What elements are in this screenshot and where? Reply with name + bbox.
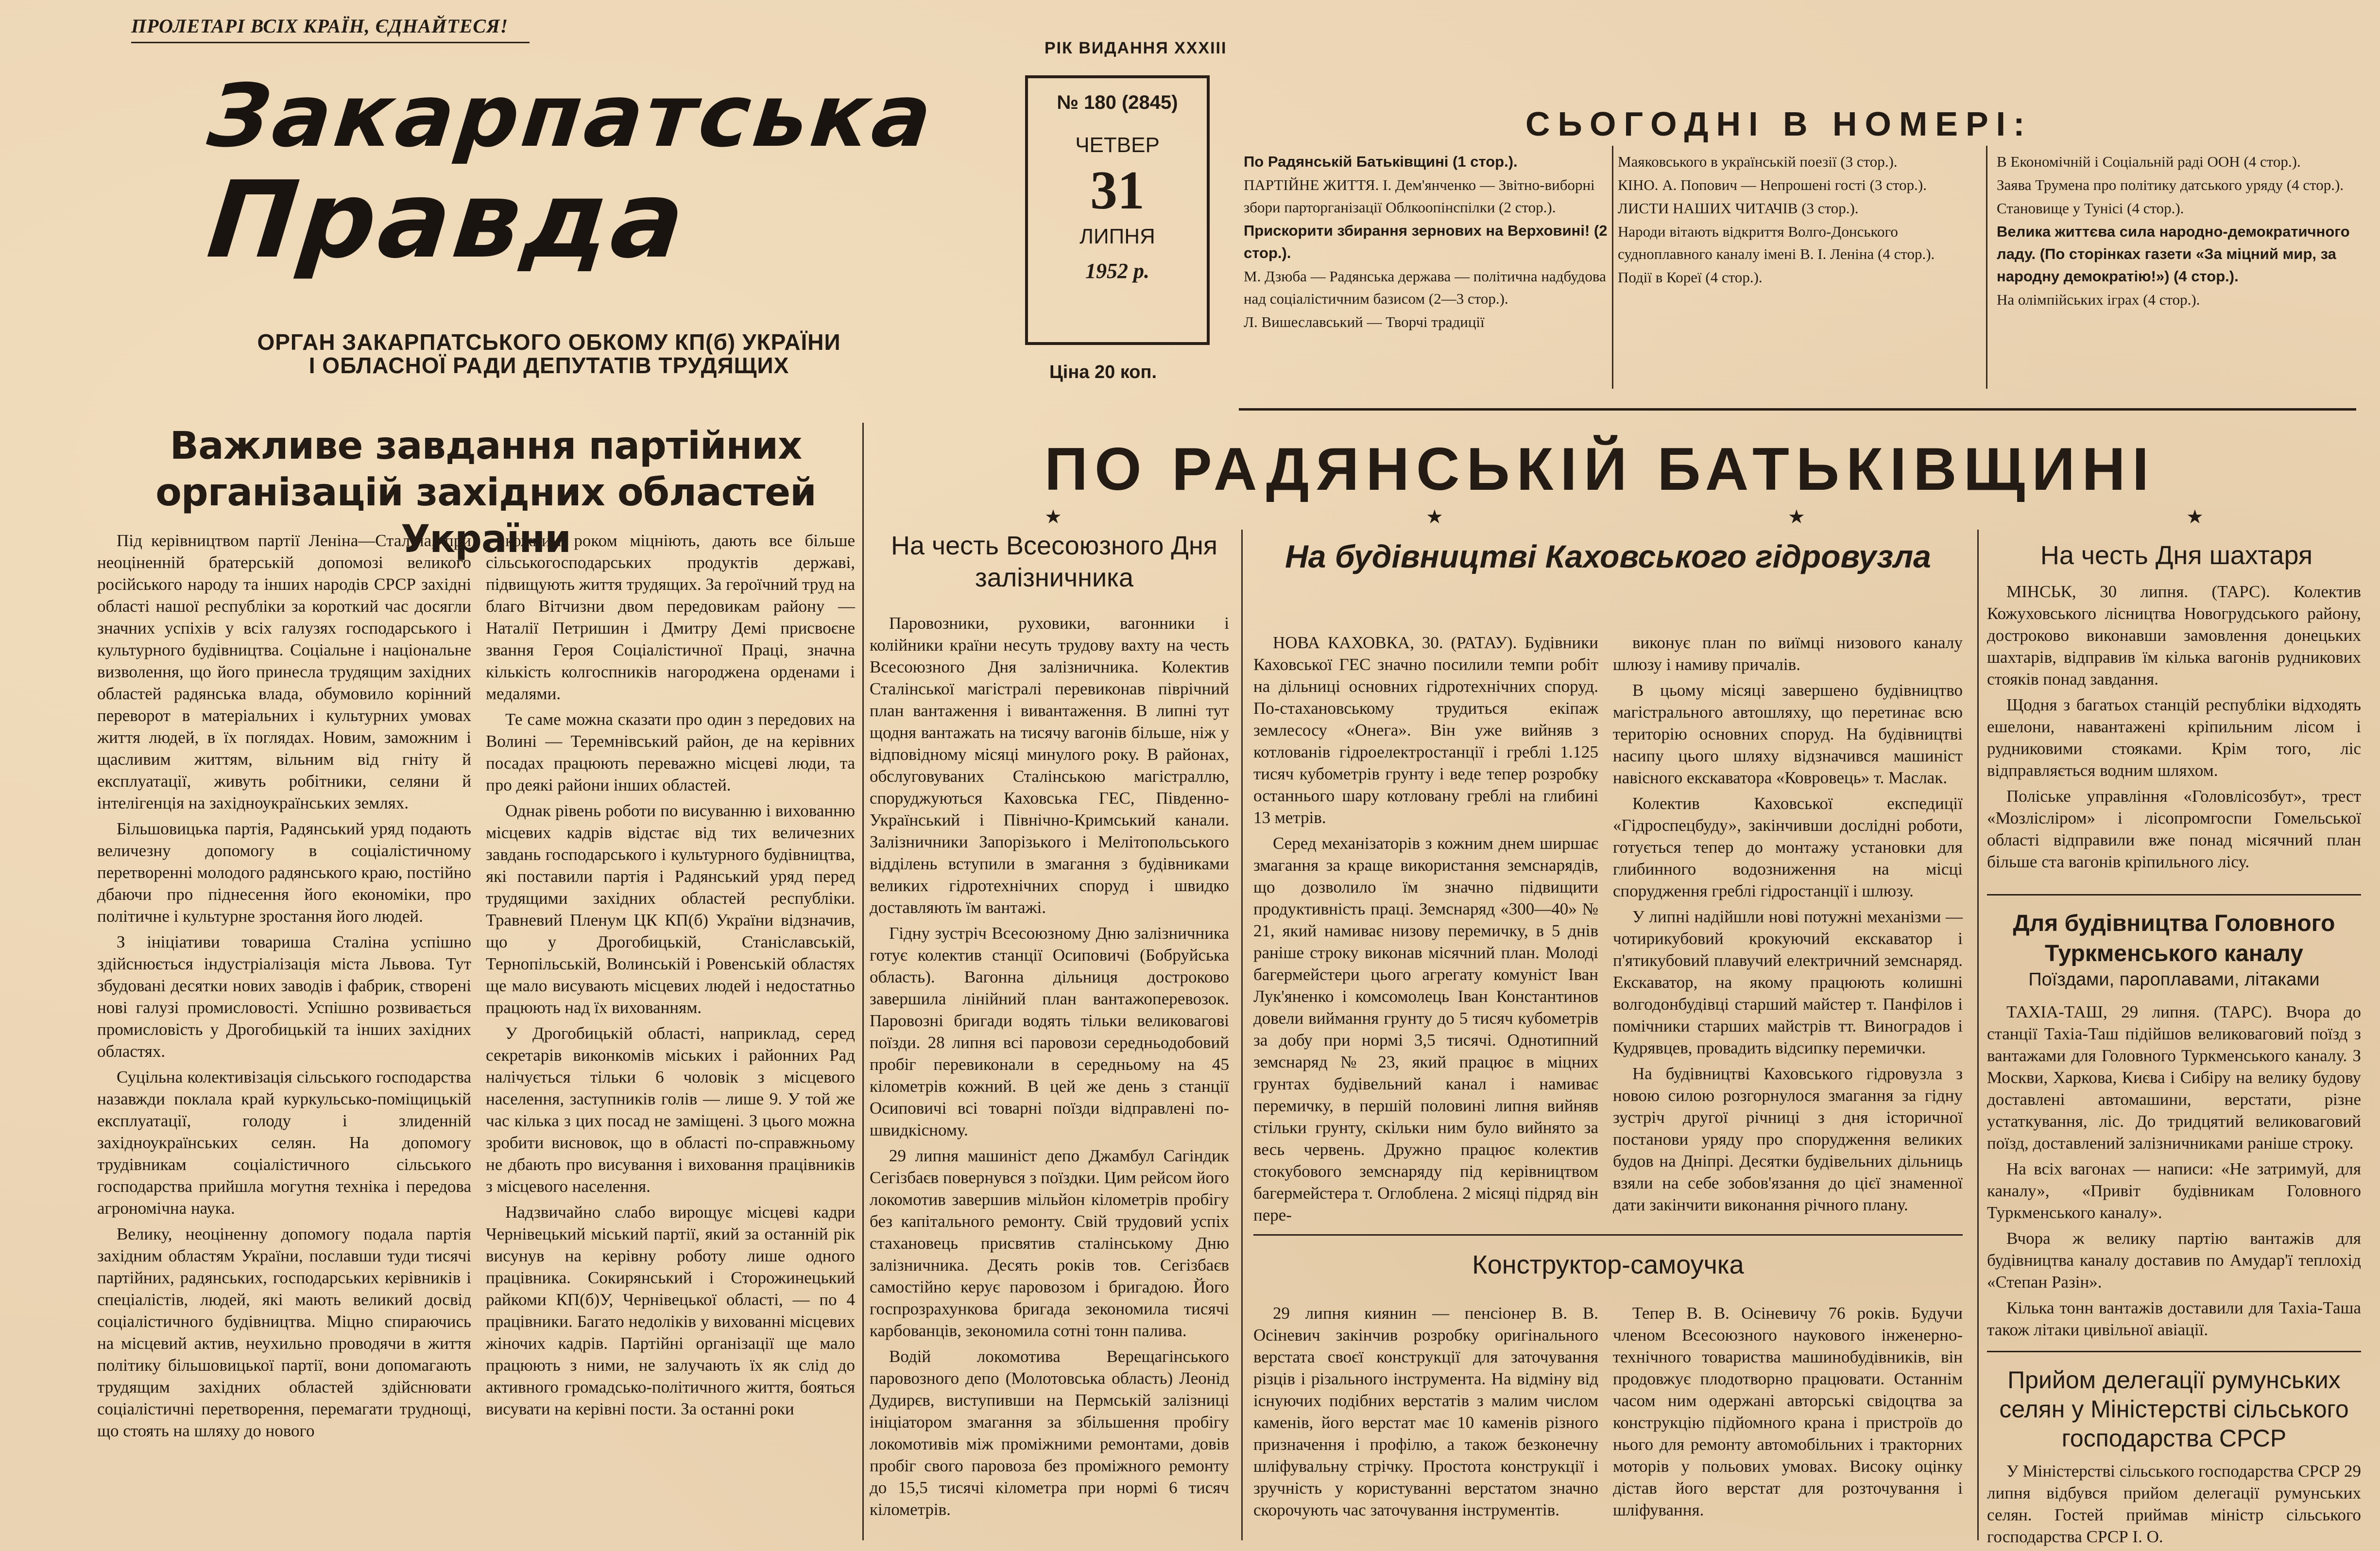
contents-item: Заява Трумена про політику датського уряду (4 стор.).: [1997, 176, 2344, 193]
slogan: ПРОЛЕТАРІ ВСІХ КРАЇН, ЄДНАЙТЕСЯ!: [131, 15, 509, 37]
editorial-headline: Важливе завдання партійних організацій західних областей України: [155, 424, 816, 561]
contents-item: Велика життєва сила народно-демократичного ладу. (По сторінках газети «За міцний мир, за народну демократію!») (4 стор.).: [1997, 223, 2350, 285]
star-icon: ★: [2186, 506, 2204, 528]
paragraph: Тепер В. В. Осіневичу 76 років. Будучи членом Всесоюзного наукового інженерно-технічного товариства машинобудівників, він продовжує плодотворно працювати. Останнім часом ним одержані авторські свідоцтва за конструкцію підйомного крана і пристроїв до нього для ремонту автомобільних і тракторних моторів у польових умовах. Високу оцінку дістав його верстат для розточування і шліфування.: [1613, 1304, 1963, 1519]
paragraph: Щодня з багатьох станцій республіки відходять ешелони, навантажені кріпильним лісом і рудниковими стояками. Крім того, ліс відправляється водним шляхом.: [1987, 695, 2361, 780]
issue-year: 1952 р.: [1085, 258, 1149, 283]
romanian-heading: Прийом делегації румунських селян у Міністерстві сільського господарства СРСР: [1999, 1366, 2349, 1452]
paragraph: На будівництві Каховського гідровузла з новою силою розгорнулося змагання за гідну зустріч другої річниці з дня історичної постанови уряду про спорудження великих будов на Дніпрі. Десятки будівельних дільниць взяли на себе зобов'язання до цієї знаменної дати закінчити виконання річного плану.: [1613, 1064, 1963, 1214]
star-icon: ★: [1426, 506, 1443, 528]
paragraph: Кілька тонн вантажів доставили для Тахіа-Таша також літаки цивільної авіації.: [1987, 1298, 2361, 1339]
issue-weekday: ЧЕТВЕР: [1075, 133, 1160, 157]
contents-divider: [1612, 146, 1613, 389]
paragraph: Гідну зустріч Всесоюзному Дню залізничника готує колектив станції Осиповичі (Бобруйська область). Вагонна дільниця достроково завершила лінійний план вантажоперевозок. Паровозні бригади водять тільки великовагові поїзди. 28 липня всі паровози середньодобовий пробіг перевиконали в середньому на 45 кілометрів кожний. В цей же день з станції Осиповичі всі товарні поїзди відправлені по-швидкісному.: [870, 924, 1229, 1139]
contents-column: [1997, 151, 2356, 312]
constructor-column: [1613, 1302, 1963, 1525]
paragraph: Водій локомотива Верещагінського паровозного депо (Молотовська область) Леонід Дудирєв, виступивши на Пермській залізниці ініціатором змагання за збільшення пробігу локомотивів між проміжними ремонтами, довів пробіг свого паровоза без проміжного ремонту до 15,5 тисячі кілометра при нормі 6 тисяч кілометрів.: [870, 1347, 1229, 1519]
issue-date-box: [1025, 75, 1210, 345]
constructor-heading: Конструктор-самоучка: [1472, 1250, 1744, 1279]
article-rule: [1987, 894, 2361, 896]
paragraph: Вчора ж велику партію вантажів для будівництва каналу доставив по Амудар'ї теплохід «Степан Разін».: [1987, 1229, 2361, 1292]
paragraph: Під керівництвом партії Леніна—Сталіна, при неоціненній братерській допомозі великого російського народу та інших народів СРСР західні області нашої республіки за короткий час досягли значних успіхів у всіх галузях господарського і культурного будівництва. Соціальне і національне визволення, що його принесла трудящим західних областей радянська влада, обумовило корінний переворот в матеріальних і культурних умовах життя людей, в їх поглядах. Новим, заможним і щасливим життям, вільним від гніту й експлуатації, живуть робітники, селяни й інтелігенція на західноукраїнських землях.: [97, 531, 471, 812]
contents-item: Народи вітають відкриття Волго-Донського судноплавного каналу імені В. І. Леніна (4 стор.).: [1618, 223, 1935, 262]
kakhovka-column: [1613, 632, 1963, 1220]
paragraph: У Дрогобицькій області, наприклад, серед секретарів виконкомів міських і районних Рад налічується тільки 6 чоловік з місцевого населення, заступників голів — лише 9. У той же час кілька з цих посад не заміщені. З цього можна зробити висновок, що в області по-справжньому не дбають про висування і виховання працівників з місцевого населення.: [486, 1024, 855, 1196]
paragraph: У липні надійшли нові потужні механізми — чотирикубовий крокуючий екскаватор і п'ятикубовий плавучий електричний земснаряд. Екскаватор, на якому працюють колишні волгодонбудівці старший майстер т. Панфілов і помічники старших майстрів тт. Виноградов і Кудрявцев, провадить відсипку перемички.: [1613, 907, 1963, 1057]
contents-item: Л. Вишеславський — Творчі традиції: [1244, 313, 1485, 330]
paragraph: 29 липня машиніст депо Джамбул Сагіндик Сегізбаєв повернувся з поїздки. Цим рейсом його локомотив завершив мільйон кілометрів пробігу без капітального ремонту. Свій трудовий успіх стахановець присвятив сталінському Дню залізничника. Десять років тов. Сегізбаєв самостійно керує паровозом і бригадою. Його госпрозрахункова бригада зекономила тисячі карбованців, зекономила сотні тонн палива.: [870, 1146, 1229, 1340]
paragraph: Надзвичайно слабо вирощує місцеві кадри Чернівецький міський партії, який за останній рік висунув на керівну роботу лише одного працівника. Сокирянський і Сторожинецький райкоми КП(б)У, Чернівецької області, — по 4 працівники. Багато недоліків у вихованні місцевих жіночих кадрів. Партійні організації ще мало працюють з ними, не залучають їх як слід до активного громадсько-політичного життя, бояться висувати на керівні пости. За останні роки: [486, 1203, 855, 1418]
paragraph: ТАХІА-ТАШ, 29 липня. (ТАРС). Вчора до станції Тахіа-Таш підійшов великоваговий поїзд з вантажами для Головного Туркменського каналу. З Москви, Харкова, Києва і Сибіру на велику будову доставлені автомашини, верстати, різне устаткування, ліс. До тридцятий великоваговий поїзд, доставлений залізничниками раніше строку.: [1987, 1002, 2361, 1153]
column-divider: [1977, 530, 1979, 1540]
kakhovka-column: [1253, 632, 1598, 1230]
paragraph: 29 липня киянин — пенсіонер В. В. Осіневич закінчив розробку оригінального верстата своєї конструкції для заточування різців і різального інструмента. На відміну від існуючих подібних верстатів з малим числом каменів, його верстат має 10 каменів різного призначення і профілю, а також безконечну шліфувальну стрічку. Простота конструкції і зручність у користуванні верстатом значно скорочують час заточування інструментів.: [1253, 1304, 1598, 1519]
romanian-article: [1987, 1460, 2361, 1551]
paragraph: З ініціативи товариша Сталіна успішно здійснюється індустріалізація міста Львова. Тут збудовані десятки нових заводів і фабрик, створені нові галузі промисловості. Успішно розвивається промисловість у Дрогобицькій та інших західних областях.: [97, 932, 471, 1061]
star-icon: ★: [1788, 506, 1805, 528]
contents-item: На олімпійських іграх (4 стор.).: [1997, 291, 2200, 308]
turkmen-article: [1987, 1001, 2361, 1344]
issue-month: ЛИПНЯ: [1079, 224, 1155, 248]
newspaper-organ: [228, 330, 870, 377]
paragraph: Паровозники, руховики, вагонники і колійники країни несуть трудову вахту на честь Всесоюзного Дня залізничника. Колектив Сталінської магістралі перевиконав піврічний план вантаження і вивантаження. В липні тут щодня вантажать на тисячу вагонів більше, ніж у відповідному місяці минулого року. В районах, обслуговуваних Сталінською магістраллю, споруджуються Каховська ГЕС, Південно-Український і Північно-Кримський канали. Залізничники Запорізького і Мелітопольського відділень вступили в змагання з будівниками великих гідротехнічних споруд і швидко доставляють їм вантажі.: [870, 614, 1229, 917]
paragraph: Колектив Каховської експедиції «Гідроспецбуду», закінчивши дослідні роботи, готується тепер до монтажу установки для глибинного водозниження на місці спорудження греблі гідростанції і шлюзу.: [1613, 794, 1963, 900]
paragraph: Однак рівень роботи по висуванню і вихованню місцевих кадрів відстає від тих величезних завдань господарського і культурного будівництва, які поставили партія і Радянський уряд перед трудящими західних областей республіки. Травневий Пленум ЦК КП(б) України відзначив, що у Дрогобицькій, Станіславській, Тернопільській, Волинській і Ровенській областях ще мало висувають місцевих людей і недостатньо працюють над їх вихованням.: [486, 801, 855, 1017]
railway-article: [870, 612, 1229, 1524]
organ-line1: ОРГАН ЗАКАРПАТСЬКОГО ОБКОМУ КП(б) УКРАЇНИ: [257, 329, 841, 355]
contents-item: Прискорити збирання зернових на Верховині! (2 стор.).: [1244, 222, 1608, 261]
organ-line2: І ОБЛАСНОЇ РАДИ ДЕПУТАТІВ ТРУДЯЩИХ: [308, 353, 789, 378]
railway-heading: На честь Всесоюзного Дня залізничника: [890, 531, 1218, 592]
newspaper-title-line1: Закарпатська: [204, 66, 940, 166]
paragraph: МІНСЬК, 30 липня. (ТАРС). Колектив Кожуховського лісництва Новогрудського району, достроково виконавши замовлення донецьких шахтарів, відправив їм кілька вагонів рудникових стояків понад завдання.: [1987, 582, 2361, 689]
contents-item: Маяковського в українській поезії (3 стор.).: [1618, 153, 1898, 170]
contents-column: [1618, 151, 1972, 290]
paragraph: виконує план по виїмці низового каналу шлюзу і намиву причалів.: [1613, 633, 1963, 674]
paragraph: кожним роком міцніють, дають все більше сільськогосподарських продуктів державі, підвищують життя трудящих. За героїчний труд на благо Вітчизни двом передовикам району — Наталії Петришин і Дмитру Демі присвоєне звання Героя Соціалістичної Праці, значна кількість колгоспників нагороджена орденами і медалями.: [486, 531, 855, 703]
paragraph: Більшовицька партія, Радянський уряд подають величезну допомогу в соціалістичному перетворенні молодого радянського краю, постійно дбаючи про піднесення його економіки, про політичне і культурне зростання його людей.: [97, 819, 471, 926]
miners-heading: На честь Дня шахтаря: [2040, 541, 2313, 570]
paragraph: Суцільна колективізація сільського господарства назавжди поклала край куркульсько-поміщицькій експлуатації, голоду і злиденній західноукраїнських селян. На допомогу трудівникам соціалістичного сільського господарства прийшла могутня техніка і передова агрономічна наука.: [97, 1068, 471, 1218]
contents-item: В Економічній і Соціальній раді ООН (4 стор.).: [1997, 153, 2301, 170]
constructor-column: [1253, 1302, 1598, 1525]
paragraph: НОВА КАХОВКА, 30. (РАТАУ). Будівники Каховської ГЕС значно посилили темпи робіт на дільниці основних гідротехнічних споруд. По-стахановському трудиться екіпаж землесосу «Онега». Він уже вийняв з котлованів гідроелектростанції і греблі 1.125 тисяч кубометрів грунту і веде тепер розробку останнього шару котловану греблі на глибині 13 метрів.: [1253, 633, 1598, 827]
newspaper-title-line2: Правда: [202, 159, 693, 282]
contents-heading: СЬОГОДНІ В НОМЕРІ:: [1525, 105, 2033, 143]
paragraph: В цьому місяці завершено будівництво магістрального автошляху, що перетинає всю територію основних споруд. На будівництві насипу цього шляху відзначився машиніст навісного екскаватора «Ковровець» т. Маслак.: [1613, 681, 1963, 787]
contents-item: КІНО. А. Попович — Непрошені гості (3 стор.).: [1618, 176, 1927, 193]
paragraph: Поліське управління «Головлісозбут», трест «Мозлісліром» і лісопромгоспи Гомельської області відправили вже понад місячний план більше ста вагонів кріпильного лісу.: [1987, 787, 2361, 871]
paragraph: Серед механізаторів з кожним днем ширшає змагання за краще використання земснарядів, що дозволило їм значно підвищити продуктивність праці. Земснаряд «300—40» № 21, який намиває низову перемичку, в 5 днів раніше строку виконав місячний план. Молоді багермейстери цього агрегату комуніст Іван Лук'яненко і комсомолець Іван Константинов довели виймання грунту до 5 тисяч кубометрів за добу при нормі 3,5 тисячі. Однотипний земснаряд № 23, який працює в міцних грунтах будівельний канал і намиває перемичку, в першій половині липня вийняв стільки грунту, скільки ним було вийнято за весь червень. Дружно працює колектив стокубового земснаряду під керівництвом багермейстера т. Оглоблена. 2 місяці підряд він пере-: [1253, 834, 1598, 1224]
masthead-rule: [1239, 408, 2356, 411]
slogan-underline: [131, 42, 530, 43]
contents-item: М. Дзюба — Радянська держава — політична надбудова над соціалістичним базисом (2—3 стор.).: [1244, 268, 1606, 307]
issue-day: 31: [1090, 160, 1145, 221]
paragraph: У Міністерстві сільського господарства СРСР 29 липня відбувся прийом делегації румунських селян. Гостей приймав міністр сільського господарства СРСР І. О.: [1987, 1462, 2361, 1546]
article-rule: [1253, 1234, 1963, 1236]
turkmen-heading: Для будівництва Головного Туркменського каналу: [2013, 911, 2335, 966]
contents-item: Становище у Тунісі (4 стор.).: [1997, 200, 2184, 217]
kakhovka-heading: На будівництві Каховського гідровузла: [1285, 538, 1931, 574]
editorial-column: [97, 530, 471, 1446]
issue-number: № 180 (2845): [1057, 92, 1178, 113]
section-banner: ПО РАДЯНСЬКІЙ БАТЬКІВЩИНІ: [1044, 436, 2156, 503]
editorial-column: [486, 530, 855, 1424]
column-divider: [862, 423, 864, 1540]
contents-item: ПАРТІЙНЕ ЖИТТЯ. І. Дем'янченко — Звітно-виборні збори парторганізації Облкоопінспілки (2 стор.).: [1244, 176, 1595, 216]
issue-price: Ціна 20 коп.: [1049, 362, 1157, 382]
year-of-publication: РІК ВИДАННЯ XXXIII: [1044, 39, 1227, 57]
contents-item: По Радянській Батьківщині (1 стор.).: [1244, 153, 1518, 170]
paragraph: Велику, неоціненну допомогу подала партія західним областям України, пославши туди тисячі партійних, радянських, господарських керівників і спеціалістів, людей, які мають великий досвід соціалістичного будівництва. Міцно спираючись на місцевий актив, неухильно проводячи в життя політику більшовицької партії, вони допомагають трудящим західних областей здійснювати соціалістичні перетворення, перемагати труднощі, що стоять на шляху до нового: [97, 1224, 471, 1440]
miners-article: [1987, 581, 2361, 877]
star-icon: ★: [1044, 506, 1062, 528]
paragraph: На всіх вагонах — написи: «Не затримуй, для каналу», «Привіт будівникам Головного Туркменського каналу».: [1987, 1159, 2361, 1222]
contents-item: Події в Кореї (4 стор.).: [1618, 269, 1763, 286]
contents-column: [1244, 151, 1608, 334]
turkmen-subheading: Поїздами, пароплавами, літаками: [2028, 969, 2320, 990]
article-rule: [1987, 1351, 2361, 1352]
contents-divider: [1986, 146, 1987, 389]
column-divider: [1241, 530, 1243, 1540]
paragraph: Те саме можна сказати про один з передових на Волині — Теремнівський район, де на керівних посадах працюють переважно місцеві люди, та про деякі райони інших областей.: [486, 710, 855, 794]
contents-item: ЛИСТИ НАШИХ ЧИТАЧІВ (3 стор.).: [1618, 200, 1859, 217]
